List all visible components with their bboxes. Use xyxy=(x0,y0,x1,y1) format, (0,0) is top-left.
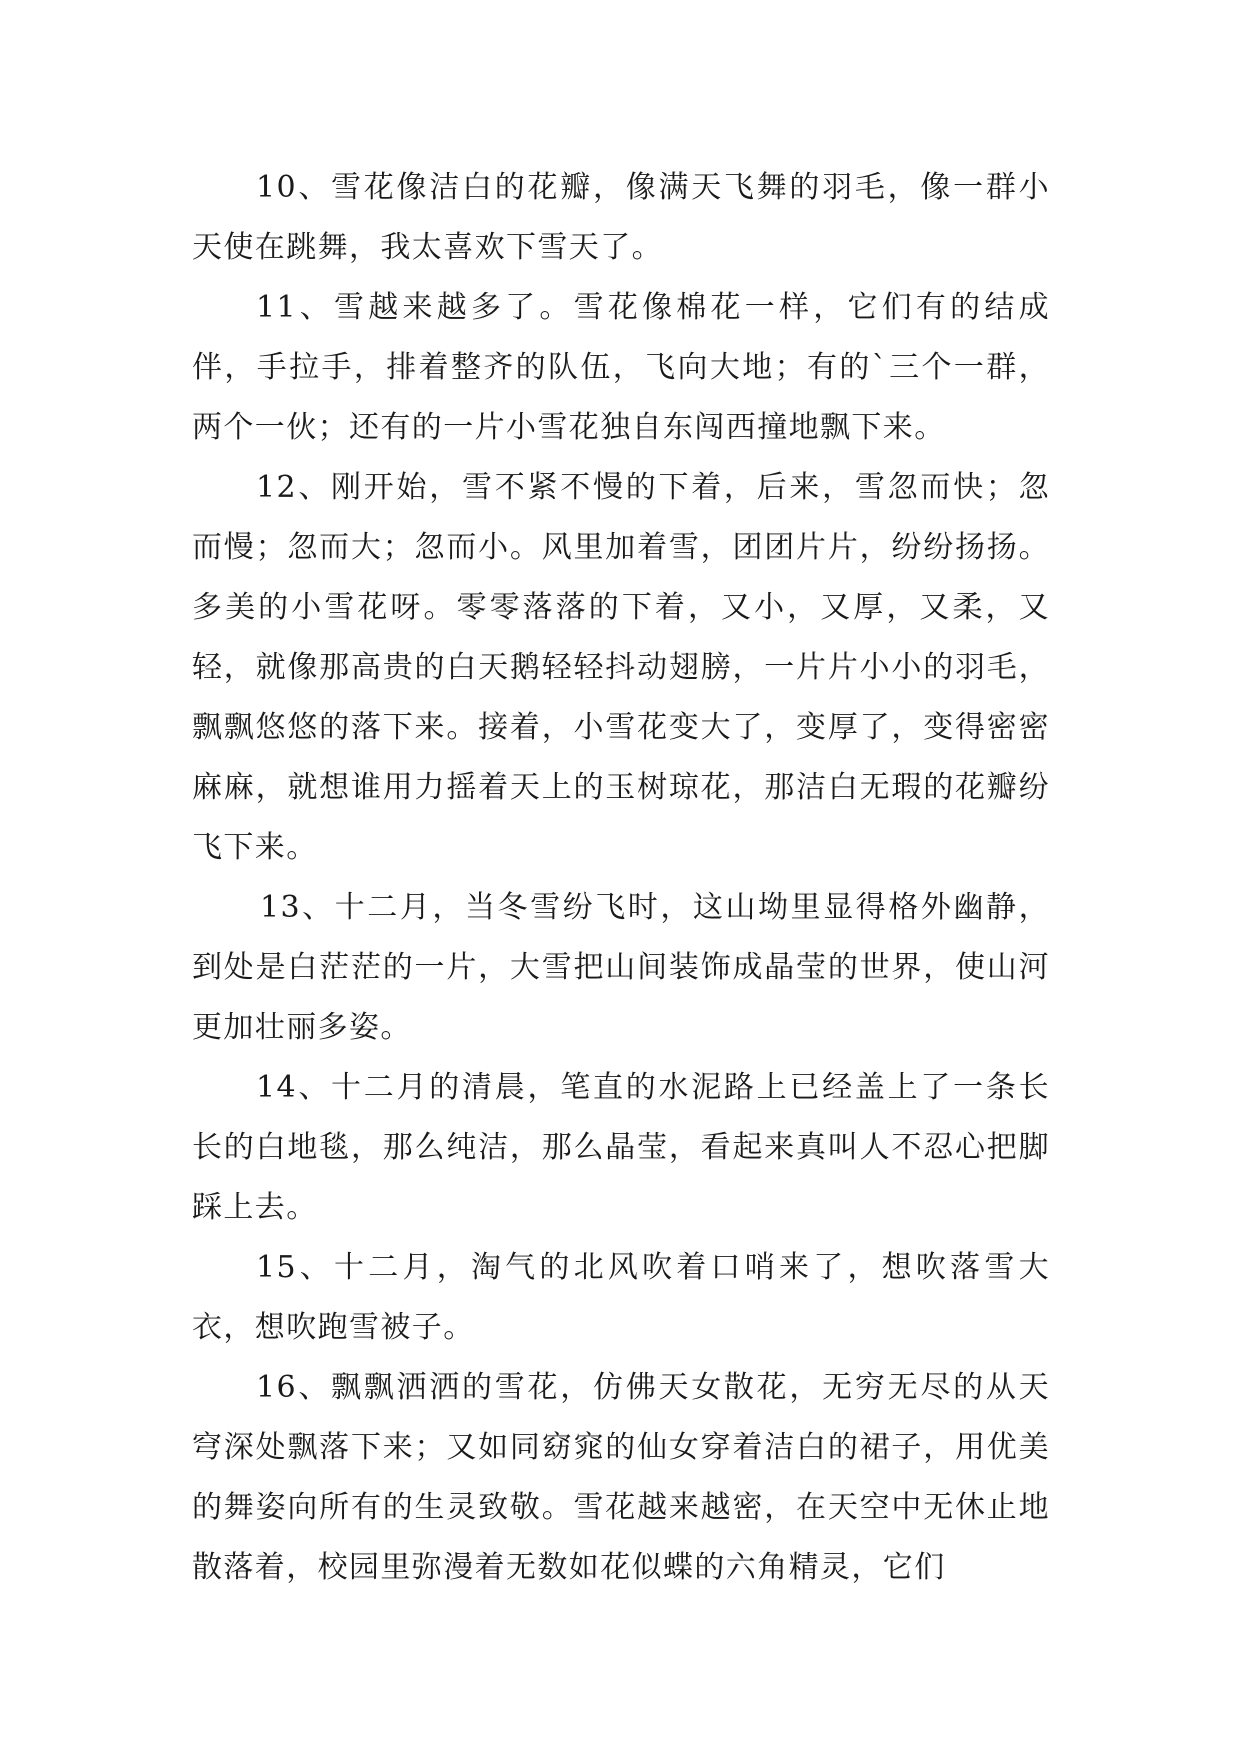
paragraph-11: 11、雪越来越多了。雪花像棉花一样，它们有的结成伴，手拉手，排着整齐的队伍，飞向大地；有的`三个一群，两个一伙；还有的一片小雪花独自东闯西撞地飘下来。 xyxy=(192,290,1050,445)
paragraph-13: 13、十二月，当冬雪纷飞时，这山坳里显得格外幽静，到处是白茫茫的一片，大雪把山间装饰成晶莹的世界，使山河更加壮丽多姿。 xyxy=(192,890,1050,1045)
paragraph-12: 12、刚开始，雪不紧不慢的下着，后来，雪忽而快；忽而慢；忽而大；忽而小。风里加着雪，团团片片，纷纷扬扬。多美的小雪花呀。零零落落的下着，又小，又厚，又柔，又轻，就像那高贵的白天鹅轻轻抖动翅膀，一片片小小的羽毛，飘飘悠悠的落下来。接着，小雪花变大了，变厚了，变得密密麻麻，就想谁用力摇着天上的玉树琼花，那洁白无瑕的花瓣纷飞下来。 xyxy=(192,470,1050,865)
document-body xyxy=(192,158,1050,1598)
paragraph-16: 16、飘飘洒洒的雪花，仿佛天女散花，无穷无尽的从天穹深处飘落下来；又如同窈窕的仙女穿着洁白的裙子，用优美的舞姿向所有的生灵致敬。雪花越来越密，在天空中无休止地散落着，校园里弥漫着无数如花似蝶的六角精灵，它们 xyxy=(192,1370,1050,1585)
paragraph-15: 15、十二月，淘气的北风吹着口哨来了，想吹落雪大衣，想吹跑雪被子。 xyxy=(192,1250,1050,1345)
paragraph-14: 14、十二月的清晨，笔直的水泥路上已经盖上了一条长长的白地毯，那么纯洁，那么晶莹，看起来真叫人不忍心把脚踩上去。 xyxy=(192,1070,1050,1225)
paragraph-10: 10、雪花像洁白的花瓣，像满天飞舞的羽毛，像一群小天使在跳舞，我太喜欢下雪天了。 xyxy=(192,170,1050,265)
